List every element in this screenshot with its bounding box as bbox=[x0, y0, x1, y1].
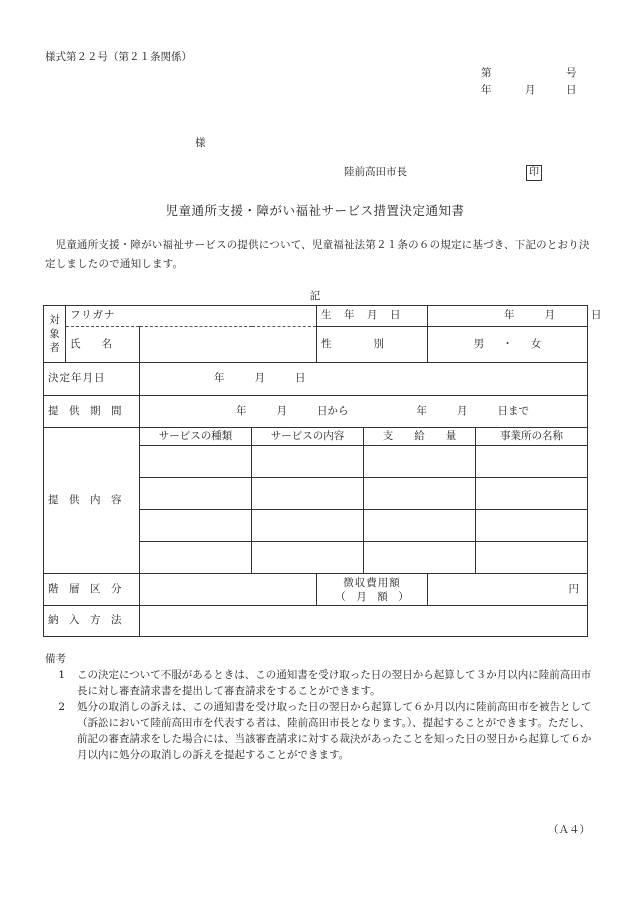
sex-field[interactable]: 男 ・ 女 bbox=[428, 327, 588, 363]
ki-heading: 記 bbox=[309, 290, 321, 302]
payment-field[interactable] bbox=[140, 606, 588, 637]
issuer-name: 陸前高田市長 bbox=[344, 166, 407, 178]
fee-unit: 円 bbox=[568, 582, 580, 595]
content-cell[interactable] bbox=[476, 478, 588, 510]
content-cell[interactable] bbox=[364, 542, 476, 574]
content-header-amount: 支 給 量 bbox=[364, 428, 476, 446]
content-header-type: サービスの種類 bbox=[140, 428, 252, 446]
sex-label-cell: 性 別 bbox=[317, 327, 428, 363]
content-label: 提 供 内 容 bbox=[44, 428, 140, 574]
content-header-provider: 事業所の名称 bbox=[476, 428, 588, 446]
name-label: 氏 名 bbox=[66, 327, 140, 363]
paper-size-label: （Ａ４） bbox=[548, 824, 590, 836]
furigana-label: フリガナ bbox=[70, 309, 116, 322]
birth-date-field[interactable]: 年 月 日 bbox=[428, 306, 588, 327]
furigana-field[interactable] bbox=[66, 306, 317, 327]
content-cell[interactable] bbox=[140, 542, 252, 574]
birth-date-label-cell: 生 年 月 日 bbox=[317, 306, 428, 327]
notes-title: 備考 bbox=[45, 653, 66, 665]
content-cell[interactable] bbox=[252, 510, 364, 542]
name-field[interactable] bbox=[140, 327, 317, 363]
subject-vertical-label: 対 象 者 bbox=[44, 306, 66, 363]
doc-number-suffix: 号 bbox=[566, 67, 577, 79]
content-cell[interactable] bbox=[252, 478, 364, 510]
sex-female: 女 bbox=[530, 337, 542, 350]
content-cell[interactable] bbox=[476, 510, 588, 542]
sex-male: 男 bbox=[473, 337, 485, 350]
period-label: 提 供 期 間 bbox=[44, 396, 140, 428]
intro-paragraph: 児童通所支援・障がい福祉サービスの提供について、児童福祉法第２１条の６の規定に基づき、下記のとおり決定しましたので通知します。 bbox=[45, 239, 590, 270]
content-header-detail: サービスの内容 bbox=[252, 428, 364, 446]
date-day: 日 bbox=[566, 84, 577, 96]
seal-mark: 印 bbox=[526, 165, 542, 181]
decision-date-label: 決定年月日 bbox=[44, 363, 140, 396]
content-cell[interactable] bbox=[140, 478, 252, 510]
date-month: 月 bbox=[525, 84, 536, 96]
content-cell[interactable] bbox=[364, 446, 476, 478]
content-cell[interactable] bbox=[476, 542, 588, 574]
content-cell[interactable] bbox=[140, 446, 252, 478]
content-cell[interactable] bbox=[140, 510, 252, 542]
content-cell[interactable] bbox=[364, 478, 476, 510]
doc-number-prefix: 第 bbox=[481, 67, 492, 79]
tier-label: 階 層 区 分 bbox=[44, 574, 140, 606]
note-item: 2 処分の取消しの訴えは、この通知書を受け取った日の翌日から起算して６か月以内に陸前高田市を被告として（訴訟において陸前高田市を代表する者は、陸前高田市長となります。）、提起することができます。ただし、前記の審査請求をした場合には、当該審査請求に対する裁決があったことを知った日の翌日から起算して６か月以内に処分の取消しの訴えを提起することができます。 bbox=[58, 701, 592, 761]
recipient-honorific: 様 bbox=[195, 137, 206, 149]
content-cell[interactable] bbox=[364, 510, 476, 542]
decision-date-field[interactable]: 年 月 日 bbox=[140, 363, 588, 396]
note-item: 1 この決定について不服があるときは、この通知書を受け取った日の翌日から起算して３か月以内に陸前高田市長に対し審査請求書を提出して審査請求をすることができます。 bbox=[58, 669, 592, 697]
decision-form-table bbox=[43, 305, 602, 637]
content-cell[interactable] bbox=[252, 542, 364, 574]
period-field[interactable]: 年 月 日から 年 月 日まで bbox=[140, 396, 588, 428]
notes-section bbox=[45, 651, 593, 763]
payment-label: 納 入 方 法 bbox=[44, 606, 140, 637]
tier-field[interactable] bbox=[140, 574, 317, 606]
document-title: 児童通所支援・障がい福祉サービス措置決定通知書 bbox=[165, 203, 465, 218]
content-cell[interactable] bbox=[252, 446, 364, 478]
fee-label: 徴収費用額 （ 月 額 ） bbox=[317, 574, 428, 606]
form-number: 様式第２２号（第２１条関係） bbox=[45, 51, 192, 63]
date-year: 年 bbox=[481, 84, 492, 96]
fee-field[interactable] bbox=[428, 574, 588, 606]
content-cell[interactable] bbox=[476, 446, 588, 478]
